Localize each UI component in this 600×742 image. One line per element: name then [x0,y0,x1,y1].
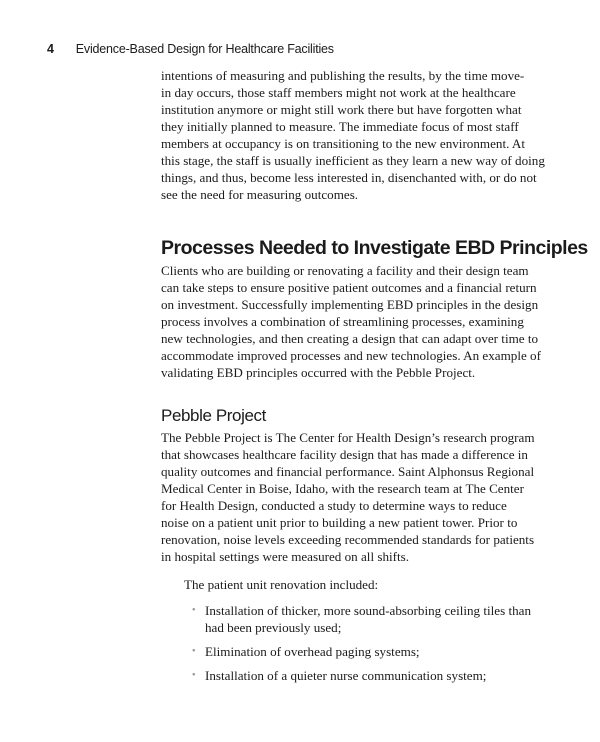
paragraph-line: things, and thus, become less interested in, disenchanted with, or do not [161,170,537,185]
paragraph-line: new technologies, and then creating a design that can adapt over time to [161,331,539,346]
subsection-paragraph [161,429,551,565]
renovation-list [161,602,551,684]
list-item-line: Installation of thicker, more sound-absorbing ceiling tiles than [205,603,532,618]
paragraph-line: accommodate improved processes and new technologies. An example of [161,348,541,363]
list-item [192,643,551,660]
list-lead-in: The patient unit renovation included: [184,577,379,592]
paragraph-line: process involves a combination of streamlining processes, examining [161,314,524,329]
paragraph-line: see the need for measuring outcomes. [161,187,359,202]
paragraph-line: noise on a patient unit prior to building a new patient tower. Prior to [161,515,518,530]
paragraph-line: in hospital settings were measured on all shifts. [161,549,410,564]
list-item [192,602,551,636]
page-number: 4 [47,42,54,56]
paragraph-line: this stage, the staff is usually inefficient as they learn a new way of doing [161,153,545,168]
paragraph-line: institution anymore or might still work there but have forgotten what [161,102,522,117]
bullet-icon: • [192,670,196,681]
paragraph-line: validating EBD principles occurred with the Pebble Project. [161,365,476,380]
paragraph-line: on investment. Successfully implementing EBD principles in the design [161,297,539,312]
paragraph-line: members at occupancy is on transitioning to the new environment. At [161,136,525,151]
list-item-line: Elimination of overhead paging systems; [205,644,420,659]
section-heading: Processes Needed to Investigate EBD Principles [161,237,588,259]
running-header-title: Evidence-Based Design for Healthcare Facilities [75,42,334,56]
paragraph-line: The Pebble Project is The Center for Health Design’s research program [161,430,535,445]
paragraph-line: Clients who are building or renovating a facility and their design team [161,263,529,278]
list-item-line: had been previously used; [205,620,342,635]
paragraph-line: Medical Center in Boise, Idaho, with the research team at The Center [161,481,524,496]
subsection-heading: Pebble Project [161,406,266,425]
paragraph-line: renovation, noise levels exceeding recommended standards for patients [161,532,535,547]
paragraph-line: that showcases healthcare facility design that has made a difference in [161,447,528,462]
intro-paragraph [161,67,551,203]
main-text-column [161,67,588,691]
paragraph-line: can take steps to ensure positive patient outcomes and a financial return [161,280,537,295]
list-item [192,667,551,684]
paragraph-line: intentions of measuring and publishing the results, by the time move- [161,68,525,83]
paragraph-line: for Health Design, conducted a study to determine ways to reduce [161,498,507,513]
running-header [47,42,334,56]
paragraph-line: quality outcomes and financial performance. Saint Alphonsus Regional [161,464,535,479]
paragraph-line: they initially planned to measure. The immediate focus of most staff [161,119,519,134]
bullet-icon: • [192,605,196,616]
paragraph-line: in day occurs, those staff members might not work at the healthcare [161,85,516,100]
section-paragraph [161,262,551,381]
bullet-icon: • [192,646,196,657]
list-item-line: Installation of a quieter nurse communication system; [205,668,487,683]
